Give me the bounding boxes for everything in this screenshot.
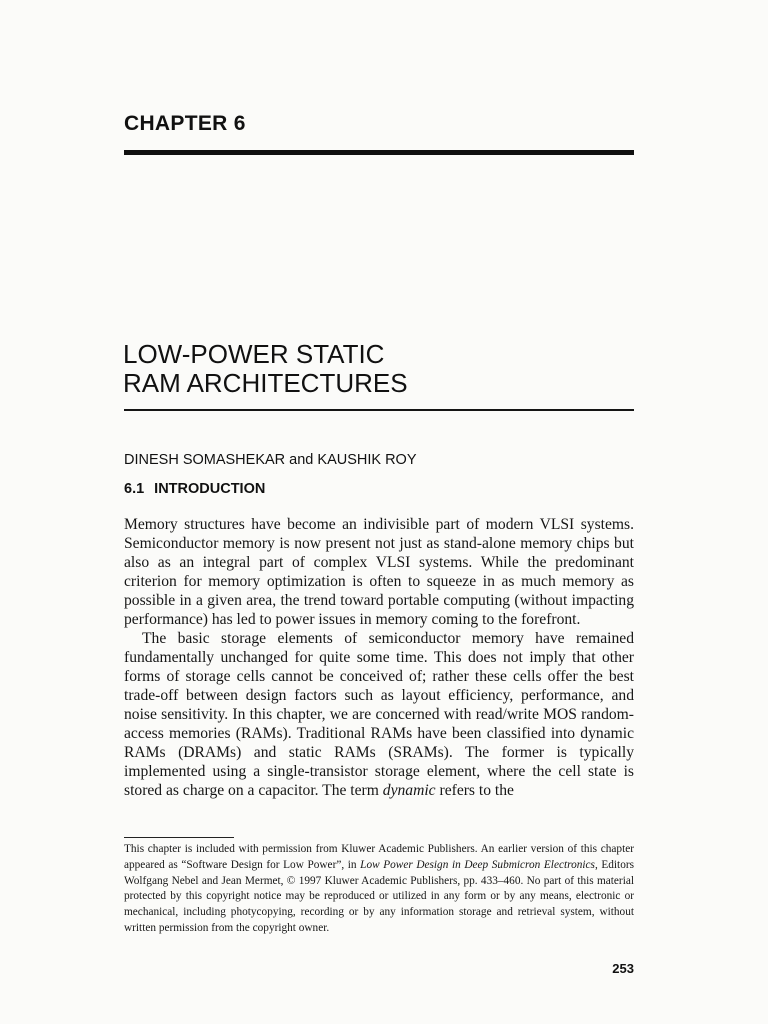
title-rule [124, 409, 634, 411]
footnote-text: , Editors Wolfgang Nebel and Jean Mermet, © 1997 Kluwer Academic Publishers, pp. 433–460. No part of this material protected by this copyright notice may be reproduced or utilized in any form or by any means, electronic or mechanical, including photycopying, recording or by any information storage and retrieval system, without written permission from the copyright owner. [124, 858, 634, 934]
paragraph-text: The basic storage elements of semiconductor memory have remained fundamentally unchanged for quite some time. This does not imply that other forms of storage cells cannot be conceived of; rather these cells offer the best trade-off between design factors such as layout efficiency, performance, and noise sensitivity. In this chapter, we are concerned with read/write MOS random-access memories (RAMs). Traditional RAMs have been classified into dynamic RAMs (DRAMs) and static RAMs (SRAMs). The former is typically implemented using a single-transistor storage element, where the cell state is stored as charge on a capacitor. The term [124, 630, 634, 799]
body-text [124, 515, 634, 800]
chapter-label: CHAPTER 6 [124, 112, 246, 135]
paragraph [124, 629, 634, 800]
page-number: 253 [612, 961, 634, 976]
paragraph-text: refers to the [435, 782, 514, 799]
footnote-book-title: Low Power Design in Deep Submicron Electronics [360, 858, 595, 871]
footnote-text: This chapter is included with permission from Kluwer Academic Publishers. An earlier version of this chapter appeared as “Software Design for Low Power”, in [124, 843, 634, 871]
section-number: 6.1 [124, 481, 145, 497]
chapter-rule [124, 150, 634, 155]
footnote [124, 842, 634, 937]
chapter-title-line-2: RAM ARCHITECTURES [123, 368, 408, 398]
footnote-rule [124, 837, 234, 838]
authors: DINESH SOMASHEKAR and KAUSHIK ROY [124, 452, 417, 468]
chapter-title-line-1: LOW-POWER STATIC [123, 339, 385, 369]
section-heading [124, 481, 265, 497]
paragraph: Memory structures have become an indivisible part of modern VLSI systems. Semiconductor memory is now present not just as stand-alone memory chips but also as an integral part of complex VLSI systems. While the predominant criterion for memory optimization is often to squeeze in as much memory as possible in a given area, the trend toward portable computing (without impacting performance) has led to power issues in memory coming to the forefront. [124, 516, 634, 628]
emphasis: dynamic [382, 782, 436, 799]
section-title: INTRODUCTION [154, 481, 266, 497]
chapter-title [123, 340, 408, 398]
